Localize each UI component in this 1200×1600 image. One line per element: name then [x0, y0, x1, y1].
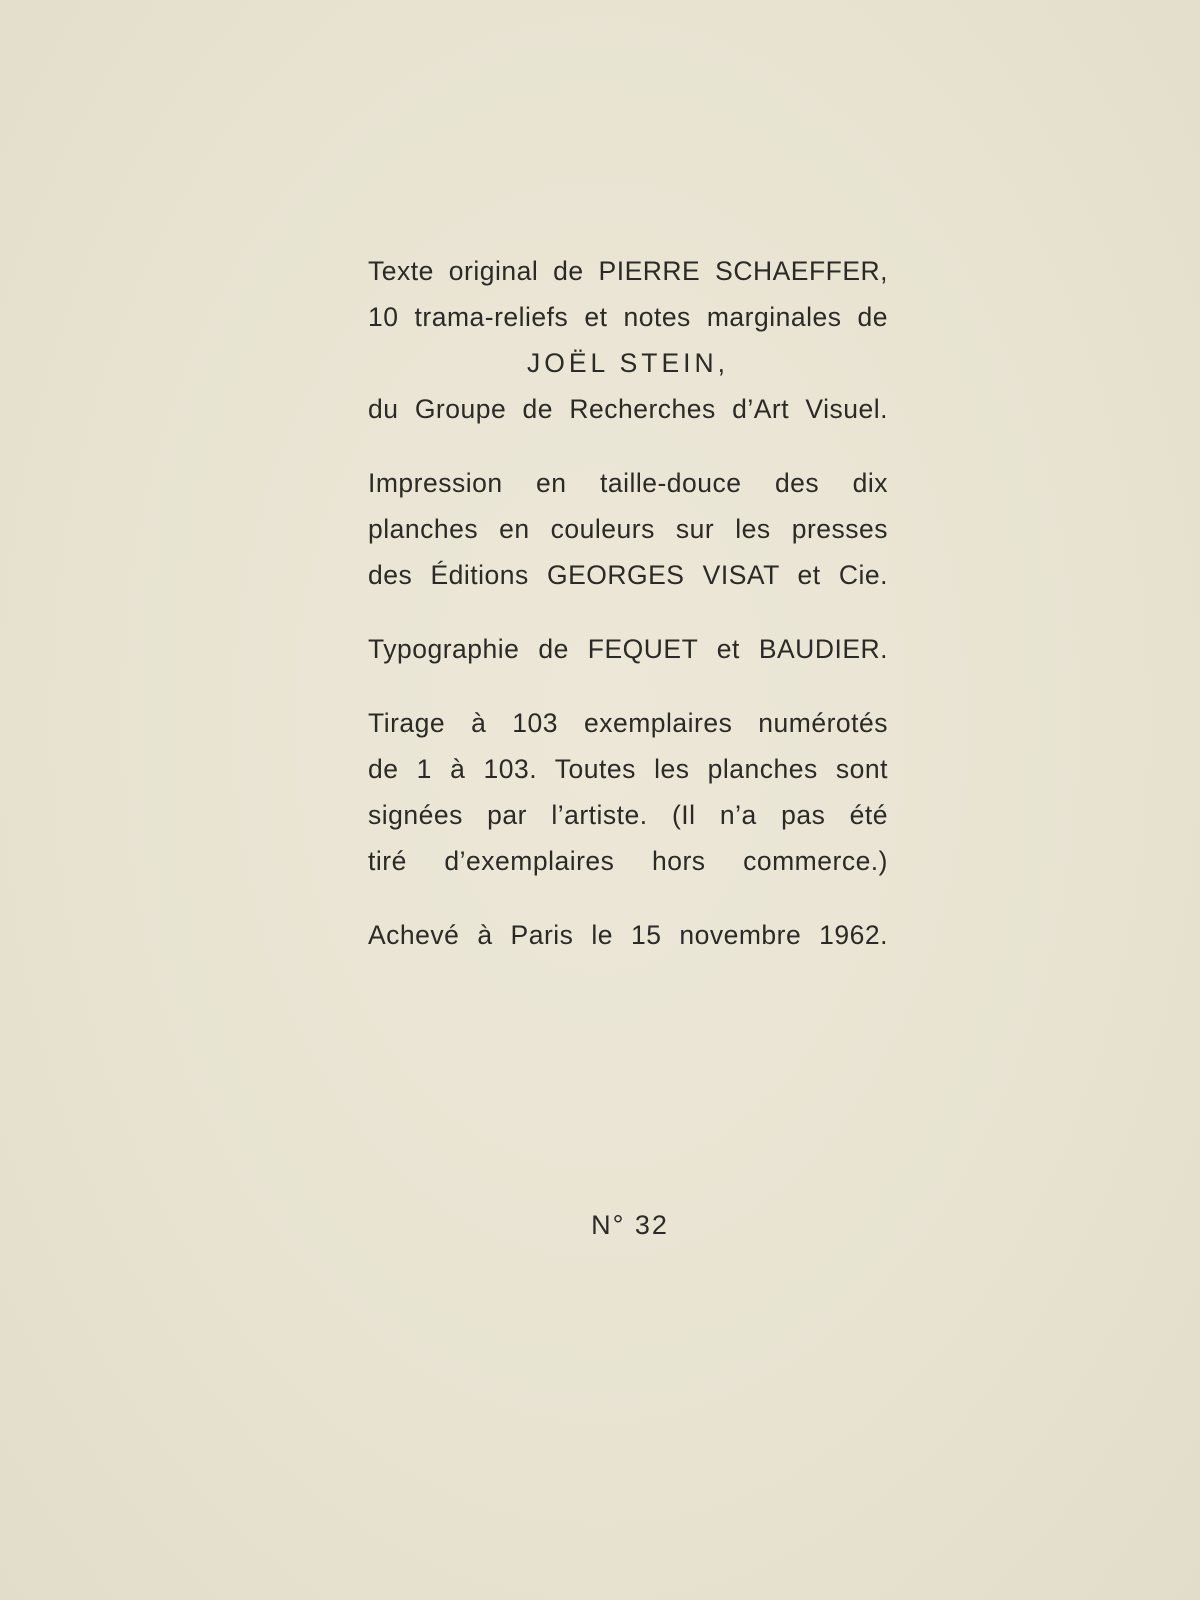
colophon-text: [368, 248, 888, 958]
edition-line: tiré d’exemplaires hors commerce.): [368, 846, 888, 876]
paragraph-gap: [368, 432, 888, 460]
credits-line: 10 trama-reliefs et notes marginales de: [368, 302, 888, 332]
typography-paragraph: [368, 626, 888, 672]
edition-line: signées par l’artiste. (Il n’a pas été: [368, 800, 888, 830]
artist-name: JOËL STEIN,: [526, 348, 730, 378]
printing-line: planches en couleurs sur les presses: [368, 514, 888, 544]
printing-paragraph: [368, 460, 888, 598]
paragraph-gap: [368, 884, 888, 912]
printing-line: Impression en taille-douce des dix: [368, 468, 888, 498]
typography-line: Typographie de FEQUET et BAUDIER.: [368, 634, 888, 664]
edition-line: Tirage à 103 exemplaires numérotés: [368, 708, 888, 738]
edition-paragraph: [368, 700, 888, 884]
copy-number: N° 32: [591, 1210, 669, 1240]
printing-line: des Éditions GEORGES VISAT et Cie.: [368, 560, 888, 590]
paragraph-gap: [368, 672, 888, 700]
credits-line: du Groupe de Recherches d’Art Visuel.: [368, 394, 888, 424]
completion-paragraph: [368, 912, 888, 958]
edition-line: de 1 à 103. Toutes les planches sont: [368, 754, 888, 784]
paragraph-gap: [368, 598, 888, 626]
credits-paragraph: [368, 248, 888, 432]
credits-line: Texte original de PIERRE SCHAEFFER,: [368, 256, 888, 286]
completion-line: Achevé à Paris le 15 novembre 1962.: [368, 920, 888, 950]
